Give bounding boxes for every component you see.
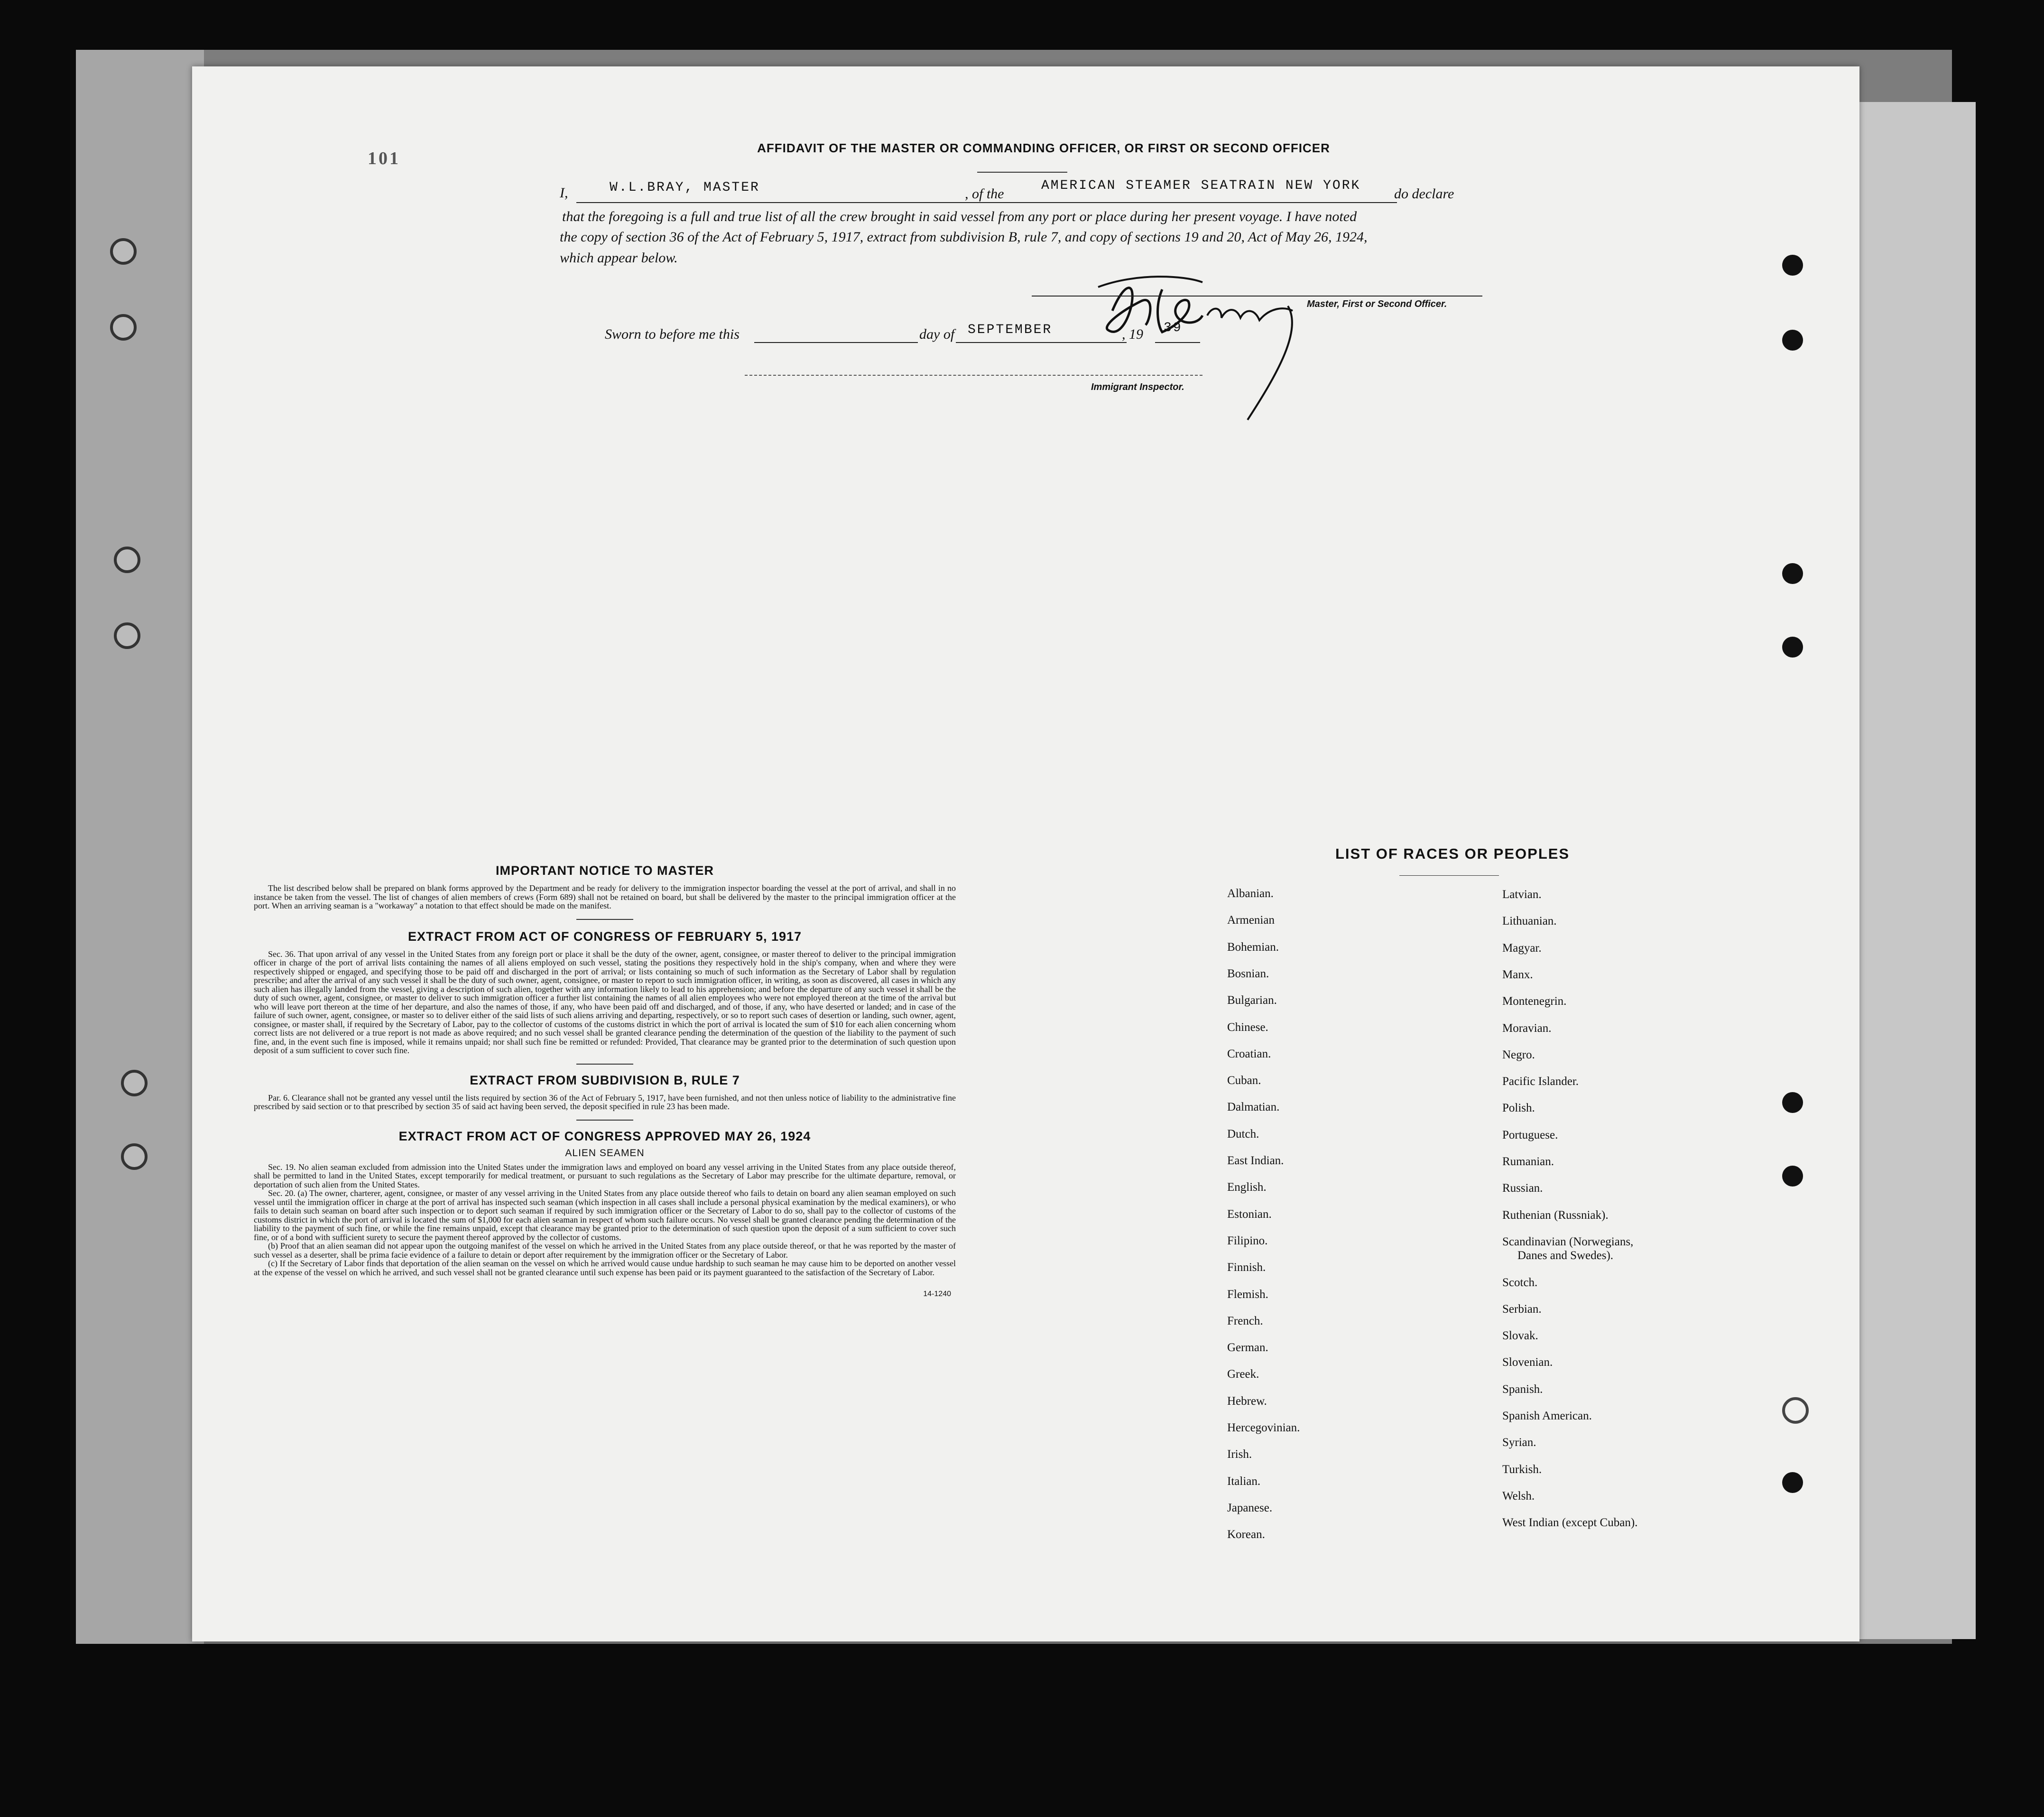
binder-strip [76,50,204,1644]
race-item: Spanish. [1502,1382,1543,1396]
race-item: Moravian. [1502,1021,1552,1035]
separator [576,1120,633,1121]
year-value: 39 [1164,321,1183,335]
form-number: 14-1240 [923,1290,951,1298]
rule7-title: EXTRACT FROM SUBDIVISION B, RULE 7 [470,1073,740,1087]
race-item: Dalmatian. [1227,1101,1280,1114]
race-item: Armenian [1227,914,1275,927]
day-of-label: day of [919,326,955,342]
binder-hole [110,238,137,265]
binder-hole [114,547,140,573]
race-item: West Indian (except Cuban). [1502,1516,1638,1530]
master-signature [1079,254,1411,434]
master-caption: Master, First or Second Officer. [1307,299,1447,309]
affidavit-line-3: which appear below. [560,250,678,266]
race-item: Cuban. [1227,1074,1261,1087]
race-item: Montenegrin. [1502,995,1567,1008]
sec20a-text: Sec. 20. (a) The owner, charterer, agent, consignee, or master of any vessel arriving in the United States from any place outside thereof who fails to detain on board any alien seaman employed on such vessel until the immigration officer in charge at the port of arrival has inspected such seaman (which inspection in all cases shall include a personal physical examination by the medical examiners), or who fails to detain such seaman on board after such inspection or to deport such seaman if required by such immigration officer or the Secretary of Labor to do so, shall pay to the collector of customs of the customs district in which the port of arrival is located the sum of $1,000 for each alien seaman in respect of whom such failure occurs. No vessel shall be granted clearance pending the determination of the liability to the payment of such fine, or while the fine remains unpaid, except that clearance may be granted prior to the determination of such question upon the deposit of a sum sufficient to cover such fine, or of a bond with sufficient surety to secure the payment thereof approved by the collector of customs. [254,1188,956,1242]
races-rule [1399,875,1499,876]
race-item: East Indian. [1227,1154,1284,1167]
race-item: Croatian. [1227,1047,1271,1060]
separator [576,1064,633,1065]
race-item: Korean. [1227,1528,1265,1541]
race-item: Ruthenian (Russniak). [1502,1208,1609,1222]
race-item: Slovak. [1502,1329,1538,1343]
title-rule [977,172,1067,173]
race-item: Lithuanian. [1502,915,1557,928]
punch-hole [1782,563,1803,584]
race-item: Manx. [1502,968,1533,981]
punch-hole [1782,255,1803,276]
binder-hole [114,622,140,649]
punch-hole [1782,1397,1809,1424]
race-item: Welsh. [1502,1489,1535,1502]
race-item: Greek. [1227,1368,1259,1381]
race-item: Spanish American. [1502,1409,1592,1422]
affidavit-title: AFFIDAVIT OF THE MASTER OR COMMANDING OFFICER, OR FIRST OR SECOND OFFICER [757,141,1330,155]
punch-hole [1782,1092,1803,1113]
i-label: I, [560,185,568,201]
extract-1924-title: EXTRACT FROM ACT OF CONGRESS APPROVED MAY 26, 1924 [398,1129,811,1143]
race-item: Japanese. [1227,1501,1273,1514]
punch-hole [1782,1166,1803,1187]
race-item: German. [1227,1341,1268,1354]
separator [576,919,633,920]
race-item: English. [1227,1181,1267,1194]
sworn-label: Sworn to before me this [605,326,740,342]
race-item: Negro. [1502,1048,1535,1061]
race-item: Scandinavian (Norwegians, [1502,1235,1634,1248]
of-the-label: , of the [963,186,1006,202]
race-item: Bohemian. [1227,940,1279,954]
rule7-text: Par. 6. Clearance shall not be granted any vessel until the lists required by section 36 of the Act of February 5, 1917, have been furnished, and not then unless notice of liability to the administrative fine prescribed by said section or to that prescribed by section 35 of said act having been served, the deposit specified in rule 23 has been made. [254,1093,956,1111]
binder-hole [121,1143,148,1170]
binder-hole [110,314,137,341]
race-item: Slovenian. [1502,1356,1553,1369]
notice-text: The list described below shall be prepared on blank forms approved by the Department and be ready for delivery to the immigration inspector boarding the vessel at the port of arrival, and shall in no instance be taken from the vessel. The list of changes of alien members of crews (Form 689) shall not be retained on board, but shall be delivered by the master to the principal immigration officer at the port. When an arriving seaman is a "workaway" a notation to that effect should be made on the manifest. [254,883,956,910]
sec19-text: Sec. 19. No alien seaman excluded from admission into the United States under the immigration laws and employed on board any vessel arriving in the United States from any place outside thereof, shall be permitted to land in the United States, except temporarily for medical treatment, or pursuant to such regulations as the Secretary of Labor may prescribe for the ultimate departure, removal, or deportation of such alien from the United States. [254,1162,956,1189]
race-item: Flemish. [1227,1288,1268,1301]
signature-line [1032,296,1482,297]
race-item: Italian. [1227,1474,1261,1488]
punch-hole [1782,330,1803,351]
punch-hole [1782,1472,1803,1493]
inspector-line [745,375,1202,376]
race-item: Hebrew. [1227,1394,1267,1408]
race-item: Albanian. [1227,887,1274,900]
inspector-caption: Immigrant Inspector. [1091,382,1184,392]
race-item: Chinese. [1227,1020,1268,1034]
extract-1917-title: EXTRACT FROM ACT OF CONGRESS OF FEBRUARY 5, 1917 [407,929,802,944]
sec20b-text: (b) Proof that an alien seaman did not appear upon the outgoing manifest of the vessel on which he arrived in the United States from any place outside thereof, or that he was reported by the master of such vessel as a deserter, shall be prima facie evidence of a failure to detain or deport after requirement by the immigration officer or the Secretary of Labor. [254,1241,956,1260]
race-item: Rumanian. [1502,1155,1554,1168]
vessel-name: AMERICAN STEAMER SEATRAIN NEW YORK [1041,178,1361,193]
race-item: Bosnian. [1227,967,1269,980]
race-item: Portuguese. [1502,1128,1558,1141]
notice-title: IMPORTANT NOTICE TO MASTER [496,863,714,878]
affidavit-line-1: that the foregoing is a full and true list of all the crew brought in said vessel from any port or place during her present voyage. I have noted [562,209,1357,224]
notice-column [254,863,956,1298]
year-prefix: , 19 [1122,326,1143,342]
affidavit-page [192,66,1859,1641]
race-item: Hercegovinian. [1227,1421,1300,1434]
race-item: Magyar. [1502,941,1542,955]
margin-mark: 101 [368,148,400,168]
race-item: French. [1227,1314,1263,1327]
race-item: Scotch. [1502,1276,1538,1289]
race-item: Bulgarian. [1227,994,1277,1007]
alien-seamen-subtitle: ALIEN SEAMEN [565,1147,645,1159]
declare-label: do declare [1394,186,1454,202]
extract-1917-text: Sec. 36. That upon arrival of any vessel in the United States from any foreign port or place it shall be the duty of the owner, agent, consignee, or master thereof to deliver to the principal immigration officer in charge of the port of arrival lists containing the names of all aliens employed on such vessel, stating the positions they respectively hold in the ship's company, when and where they were respectively shipped or engaged, and specifying those to be paid off and discharged in the port of arrival; or lists containing so much of such information as the Secretary of Labor shall by regulation prescribe; and after the arrival of any such vessel it shall be the duty of such owner, agent, consignee, or master to report to such immigration officer, in writing, as soon as discovered, all cases in which any such alien has illegally landed from the vessel, giving a description of such alien, together with any information likely to lead to his apprehension; and before the departure of any such vessel it shall be the duty of such owner, agent, consignee, or master to deliver to such immigration officer a further list containing the names of all alien employees who were not employed thereon at the time of the arrival but who will leave port thereon at the time of her departure, and also the names of those, if any, who have been paid off and discharged, and of those, if any, who have deserted or landed; and in case of the failure of such owner, agent, consignee, or master so to deliver either of the said lists of such aliens arriving and departing, respectively, or so to report such cases of desertion or landing, such owner, agent, consignee, or master shall, if required by the Secretary of Labor, pay to the collector of customs of the customs district in which the port of arrival is located the sum of $10 for each alien concerning whom correct lists are not delivered or a true report is not made as above required; and no such vessel shall be granted clearance pending the determination of the question of the liability to the payment of such fine, and, in the event such fine is imposed, while it remains unpaid; nor shall such fine be remitted or refunded: Provided, That clearance may be granted prior to the determination of such question upon deposit of a sum sufficient to cover such fine. [254,949,956,1055]
binder-hole [121,1070,148,1096]
race-item: Finnish. [1227,1261,1266,1274]
race-item: Irish. [1227,1448,1252,1461]
affidavit-line-2: the copy of section 36 of the Act of February 5, 1917, extract from subdivision B, rule 7, and copy of sections 19 and 20, Act of May 26, 1924, [560,229,1368,245]
race-item: Russian. [1502,1182,1543,1195]
master-name: W.L.BRAY, MASTER [610,180,760,195]
race-item: Syrian. [1502,1436,1536,1449]
race-item: Turkish. [1502,1463,1542,1476]
race-item: Latvian. [1502,888,1542,901]
race-item: Estonian. [1227,1207,1272,1221]
race-item: Dutch. [1227,1127,1259,1140]
sec20c-text: (c) If the Secretary of Labor finds that deportation of the alien seaman on the vessel on which he arrived would cause undue hardship to such seaman he may cause him to be deported on another vessel at the expense of the vessel on which he arrived, and such vessel shall not be granted clearance until such expense has been paid or its payment guaranteed to the satisfaction of the Secretary of Labor. [254,1259,956,1277]
race-item: Danes and Swedes). [1517,1249,1614,1262]
day-line [754,325,918,343]
race-item: Polish. [1502,1102,1535,1115]
race-item: Serbian. [1502,1302,1542,1316]
race-item: Pacific Islander. [1502,1075,1579,1088]
month-value: SEPTEMBER [968,323,1053,337]
race-item: Filipino. [1227,1234,1268,1247]
races-title: LIST OF RACES OR PEOPLES [1335,845,1570,862]
punch-hole [1782,637,1803,658]
